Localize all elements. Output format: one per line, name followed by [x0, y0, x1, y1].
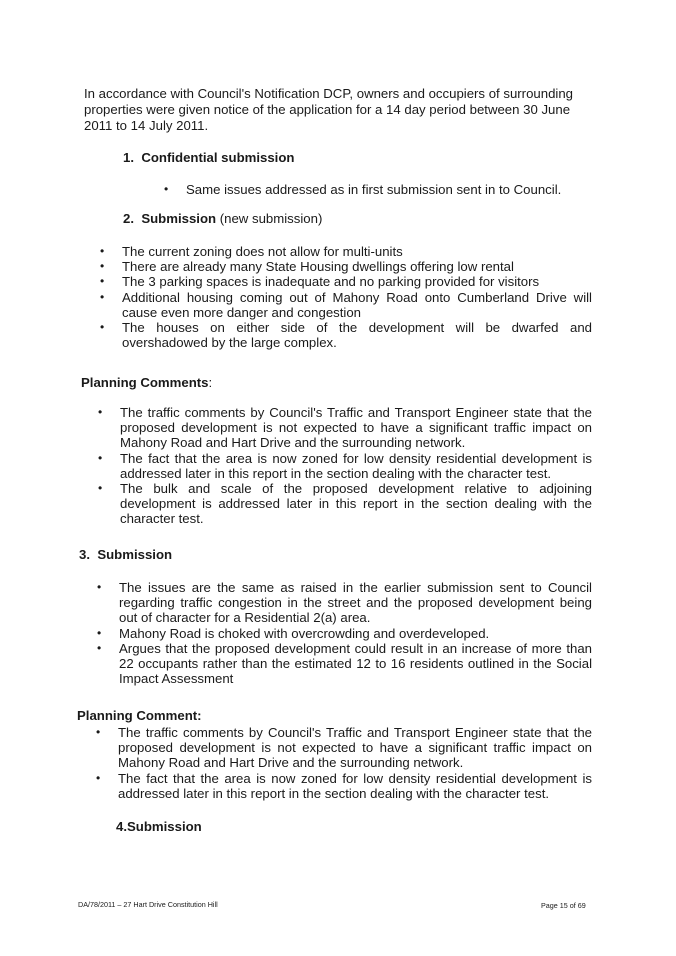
section-3-title: Submission: [97, 547, 173, 562]
section-4-heading: 4.Submission: [116, 819, 202, 834]
list-item: • Same issues addressed as in first submission sent in to Council.: [164, 182, 562, 197]
section-1-number: 1.: [123, 150, 134, 165]
list-item: • The houses on either side of the development will be dwarfed and overshadowed by the large complex.: [100, 320, 592, 351]
bullet-icon: •: [98, 481, 103, 496]
bullet-icon: •: [97, 640, 102, 655]
intro-paragraph: In accordance with Council's Notification DCP, owners and occupiers of surrounding properties were given notice of the application for a 14 day period between 30 June 2011 to 14 July 2011.: [84, 86, 573, 133]
section-3-list: [97, 580, 592, 686]
list-item: • There are already many State Housing dwellings offering low rental: [100, 259, 514, 275]
section-1-list: [164, 182, 584, 197]
list-item: • The issues are the same as raised in the earlier submission sent to Council regarding traffic congestion in the street and the proposed development being out of character for a Residential 2(a) area.: [97, 580, 592, 626]
bullet-icon: •: [100, 320, 105, 335]
bullet-icon: •: [96, 770, 101, 785]
section-2-subtitle: (new submission): [219, 211, 323, 226]
section-1-title: Confidential submission: [141, 150, 295, 165]
list-item: • The fact that the area is now zoned for low density residential development is addressed later in this report in the section dealing with the character test.: [96, 770, 592, 801]
list-item: • The bulk and scale of the proposed development relative to adjoining development is addressed later in this report in the section dealing with the character test.: [98, 481, 592, 527]
planning-comment-list: [96, 725, 592, 801]
list-item: • Mahony Road is choked with overcrowding and overdeveloped.: [97, 625, 490, 641]
section-2-heading: [123, 211, 322, 227]
list-item: • The 3 parking spaces is inadequate and no parking provided for visitors: [100, 274, 540, 290]
bullet-icon: •: [97, 580, 102, 594]
bullet-icon: •: [97, 625, 102, 640]
planning-comments-title: Planning Comments: [81, 375, 209, 390]
list-item: • The traffic comments by Council's Traffic and Transport Engineer state that the proposed development is not expected to have a significant traffic impact on Mahony Road and Hart Drive and the surrounding network.: [98, 405, 592, 451]
list-item: • The traffic comments by Council's Traffic and Transport Engineer state that the proposed development is not expected to have a significant traffic impact on Mahony Road and Hart Drive and the surrounding network.: [96, 725, 592, 771]
page-number: Page 15 of 69: [541, 901, 586, 910]
planning-comments-colon: :: [208, 375, 213, 390]
list-item: • Argues that the proposed development could result in an increase of more than 22 occupants rather than the estimated 12 to 16 residents outlined in the Social Impact Assessment: [97, 640, 592, 687]
section-2-number: 2.: [123, 211, 134, 226]
section-2-list: [100, 244, 592, 350]
section-1-heading: [123, 150, 294, 166]
bullet-icon: •: [98, 405, 103, 419]
bullet-icon: •: [164, 182, 169, 196]
bullet-icon: •: [100, 244, 105, 258]
planning-comment-heading: Planning Comment:: [77, 708, 202, 723]
bullet-icon: •: [96, 725, 101, 739]
planning-comments-heading: [81, 375, 212, 391]
list-item: • The current zoning does not allow for multi-units: [100, 244, 403, 259]
section-2-title: Submission: [141, 211, 217, 226]
list-item: • The fact that the area is now zoned for low density residential development is addressed later in this report in the section dealing with the character test.: [98, 450, 592, 481]
list-item: • Additional housing coming out of Mahony Road onto Cumberland Drive will cause even more danger and congestion: [100, 289, 592, 320]
planning-comments-list: [98, 405, 592, 527]
bullet-icon: •: [100, 274, 105, 289]
bullet-icon: •: [100, 289, 105, 304]
section-3-number: 3.: [79, 547, 90, 562]
bullet-icon: •: [100, 259, 105, 274]
section-3-heading: [79, 547, 172, 563]
bullet-icon: •: [98, 450, 103, 465]
footer-reference: DA/78/2011 – 27 Hart Drive Constitution Hill: [78, 900, 218, 909]
